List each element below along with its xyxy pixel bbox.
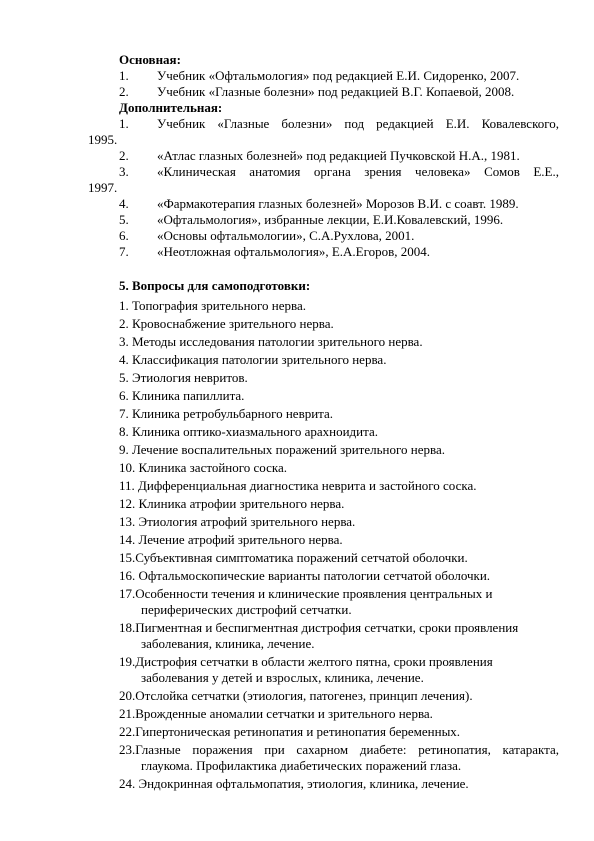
- question-text: 10. Клиника застойного соска.: [119, 460, 288, 475]
- questions-title: 5. Вопросы для самоподготовки:: [119, 278, 311, 293]
- main-refs-heading: Основная:: [119, 52, 181, 67]
- question-text: 4. Классификация патологии зрительного нерва.: [119, 352, 387, 367]
- question-text: 23.Глазные поражения при сахарном диабете: ретинопатия, катаракта,: [119, 742, 559, 757]
- reference-text: Учебник «Глазные болезни» под редакцией Е.И. Ковалевского,: [157, 116, 559, 131]
- question-text: 2. Кровоснабжение зрительного нерва.: [119, 316, 334, 331]
- question-text: 11. Дифференциальная диагностика неврита и застойного соска.: [119, 478, 477, 493]
- question-item: [119, 706, 559, 722]
- reference-number: 3.: [119, 164, 129, 179]
- reference-text: Учебник «Глазные болезни» под редакцией В.Г. Копаевой, 2008.: [157, 84, 515, 99]
- reference-text: «Неотложная офтальмология», Е.А.Егоров, 2004.: [157, 244, 430, 259]
- question-item: [119, 388, 559, 404]
- reference-number: 4.: [119, 196, 129, 211]
- reference-number: 2.: [119, 84, 129, 99]
- question-text: 13. Этиология атрофий зрительного нерва.: [119, 514, 356, 529]
- questions-list: [0, 298, 594, 792]
- question-item: [119, 478, 559, 494]
- reference-number: 5.: [119, 212, 129, 227]
- question-item: [119, 620, 559, 652]
- question-item: [119, 298, 559, 314]
- question-item: [119, 514, 559, 530]
- question-text: 9. Лечение воспалительных поражений зрительного нерва.: [119, 442, 445, 457]
- question-item: [119, 776, 559, 792]
- question-text: 21.Врожденные аномалии сетчатки и зрительного нерва.: [119, 706, 433, 721]
- reference-number: 7.: [119, 244, 129, 259]
- reference-number: 1.: [119, 116, 129, 131]
- reference-number: 6.: [119, 228, 129, 243]
- main-refs-list: [0, 68, 594, 100]
- question-continuation: глаукома. Профилактика диабетических поражений глаза.: [141, 758, 462, 773]
- question-text: 7. Клиника ретробульбарного неврита.: [119, 406, 334, 421]
- question-text: 24. Эндокринная офтальмопатия, этиология, клиника, лечение.: [119, 776, 469, 791]
- reference-item: [119, 116, 559, 132]
- extra-refs-heading: Дополнительная:: [119, 100, 223, 115]
- reference-item: [119, 196, 559, 212]
- reference-text: Учебник «Офтальмология» под редакцией Е.И. Сидоренко, 2007.: [157, 68, 520, 83]
- extra-refs-list: [0, 116, 594, 260]
- reference-item: [119, 244, 559, 260]
- reference-item: [119, 164, 559, 180]
- reference-text: «Основы офтальмологии», С.А.Рухлова, 2001.: [157, 228, 415, 243]
- question-text: 12. Клиника атрофии зрительного нерва.: [119, 496, 345, 511]
- reference-year: 1997.: [88, 180, 118, 195]
- question-text: 22.Гипертоническая ретинопатия и ретинопатия беременных.: [119, 724, 461, 739]
- question-text: 1. Топография зрительного нерва.: [119, 298, 307, 313]
- question-text: 18.Пигментная и беспигментная дистрофия сетчатки, сроки проявления: [119, 620, 519, 635]
- reference-item: [119, 228, 559, 244]
- question-item: [119, 442, 559, 458]
- question-item: [119, 370, 559, 386]
- question-item: [119, 460, 559, 476]
- question-text: 14. Лечение атрофий зрительного нерва.: [119, 532, 343, 547]
- question-item: [119, 586, 559, 618]
- question-continuation: заболевания у детей и взрослых, клиника, лечение.: [141, 670, 424, 685]
- question-item: [119, 334, 559, 350]
- question-item: [119, 424, 559, 440]
- question-text: 6. Клиника папиллита.: [119, 388, 245, 403]
- reference-text: «Офтальмология», избранные лекции, Е.И.Ковалевский, 1996.: [157, 212, 504, 227]
- question-text: 17.Особенности течения и клинические проявления центральных и: [119, 586, 493, 601]
- question-text: 5. Этиология невритов.: [119, 370, 248, 385]
- reference-text: «Клиническая анатомия органа зрения человека» Сомов Е.Е.,: [157, 164, 559, 179]
- question-continuation: периферических дистрофий сетчатки.: [141, 602, 352, 617]
- reference-number: 2.: [119, 148, 129, 163]
- question-text: 16. Офтальмоскопические варианты патологии сетчатой оболочки.: [119, 568, 491, 583]
- question-text: 8. Клиника оптико-хиазмального арахноидита.: [119, 424, 378, 439]
- question-item: [119, 496, 559, 512]
- question-continuation: заболевания, клиника, лечение.: [141, 636, 315, 651]
- reference-item: [119, 84, 559, 100]
- question-item: [119, 550, 559, 566]
- question-item: [119, 406, 559, 422]
- question-item: [119, 316, 559, 332]
- reference-number: 1.: [119, 68, 129, 83]
- question-item: [119, 654, 559, 686]
- reference-item: [119, 148, 559, 164]
- question-item: [119, 352, 559, 368]
- reference-text: «Фармакотерапия глазных болезней» Морозов В.И. с соавт. 1989.: [157, 196, 519, 211]
- question-item: [119, 742, 559, 774]
- question-item: [119, 532, 559, 548]
- question-item: [119, 688, 559, 704]
- question-item: [119, 724, 559, 740]
- reference-year: 1995.: [88, 132, 118, 147]
- reference-text: «Атлас глазных болезней» под редакцией Пучковской Н.А., 1981.: [157, 148, 520, 163]
- question-text: 3. Методы исследования патологии зрительного нерва.: [119, 334, 423, 349]
- question-text: 15.Субъективная симптоматика поражений сетчатой оболочки.: [119, 550, 468, 565]
- question-item: [119, 568, 559, 584]
- reference-item: [119, 68, 559, 84]
- question-text: 19.Дистрофия сетчатки в области желтого пятна, сроки проявления: [119, 654, 493, 669]
- reference-item: [119, 212, 559, 228]
- question-text: 20.Отслойка сетчатки (этиология, патогенез, принцип лечения).: [119, 688, 473, 703]
